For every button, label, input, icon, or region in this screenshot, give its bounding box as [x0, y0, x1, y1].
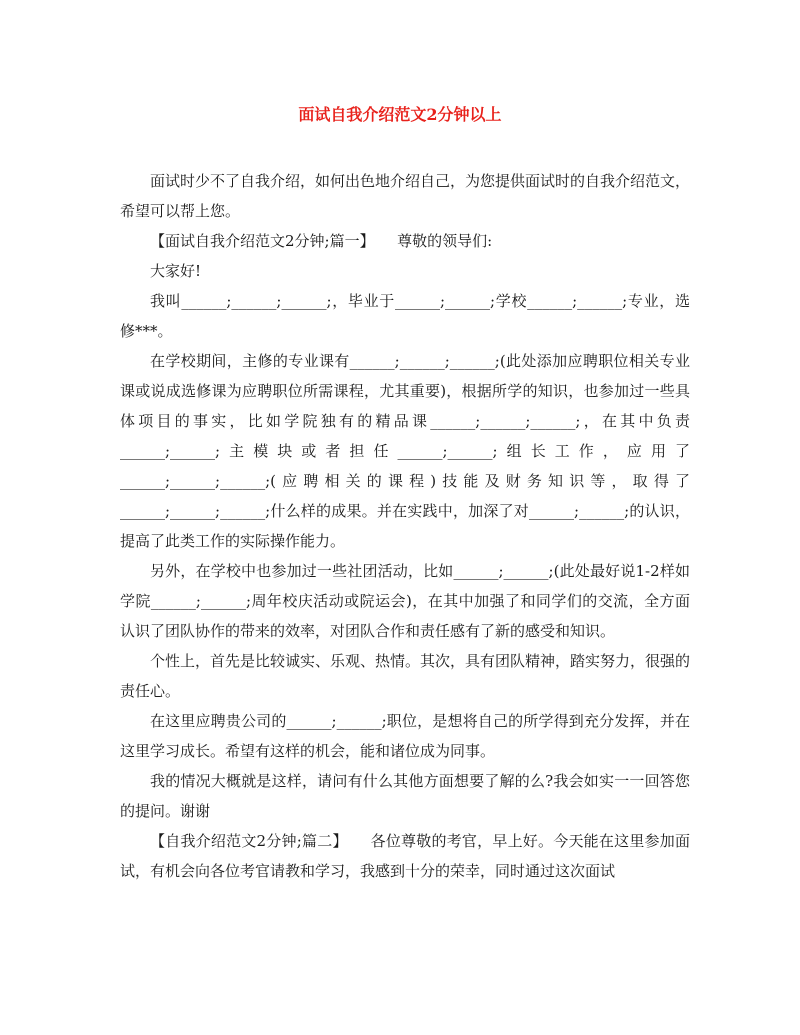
paragraph-section-two: 【自我介绍范文2分钟;篇二】 各位尊敬的考官，早上好。今天能在这里参加面试，有机会向各位考官请教和学习，我感到十分的荣幸，同时通过这次面试 — [120, 832, 690, 880]
paragraph-closing: 我的情况大概就是这样，请问有什么其他方面想要了解的么?我会如实一一回答您的提问。谢谢 — [120, 772, 690, 820]
paragraph-section-one-heading: 【面试自我介绍范文2分钟;篇一】 尊敬的领导们: — [150, 232, 493, 250]
paragraph-school: 在学校期间，主修的专业课有______;______;______;(此处添加应聘职位相关专业课或说成选修课为应聘职位所需课程，尤其重要)，根据所学的知识，也参加过一些具体项目的事实，比如学院独有的精品课______;______;______;，在其中负责______;______;主模块或者担任______;______;组长工作，应用了______;______;______;(应聘相关的课程)技能及财务知识等，取得了______;______;______;什么样的成果。并在实践中，加深了对______;______;的认识，提高了此类工作的实际操作能力。 — [120, 352, 690, 550]
paragraph-activities: 另外，在学校中也参加过一些社团活动，比如______;______;(此处最好说1-2样如学院______;______;周年校庆活动或院运会)，在其中加强了和同学们的交流，全方面认识了团队协作的带来的效率，对团队合作和责任感有了新的感受和知识。 — [120, 562, 690, 640]
paragraph-personality: 个性上，首先是比较诚实、乐观、热情。其次，具有团队精神，踏实努力，很强的责任心。 — [120, 652, 691, 700]
paragraph-position: 在这里应聘贵公司的______;______;职位，是想将自己的所学得到充分发挥，并在这里学习成长。希望有这样的机会，能和诸位成为同事。 — [120, 712, 690, 760]
document-title: 面试自我介绍范文2分钟以上 — [298, 105, 502, 124]
paragraph-intro: 面试时少不了自我介绍，如何出色地介绍自己，为您提供面试时的自我介绍范文，希望可以帮上您。 — [120, 172, 691, 220]
paragraph-greeting: 大家好! — [150, 262, 202, 280]
document-body — [120, 166, 690, 886]
paragraph-name: 我叫______;______;______;，毕业于______;______;学校______;______;专业，选修***。 — [120, 292, 690, 340]
